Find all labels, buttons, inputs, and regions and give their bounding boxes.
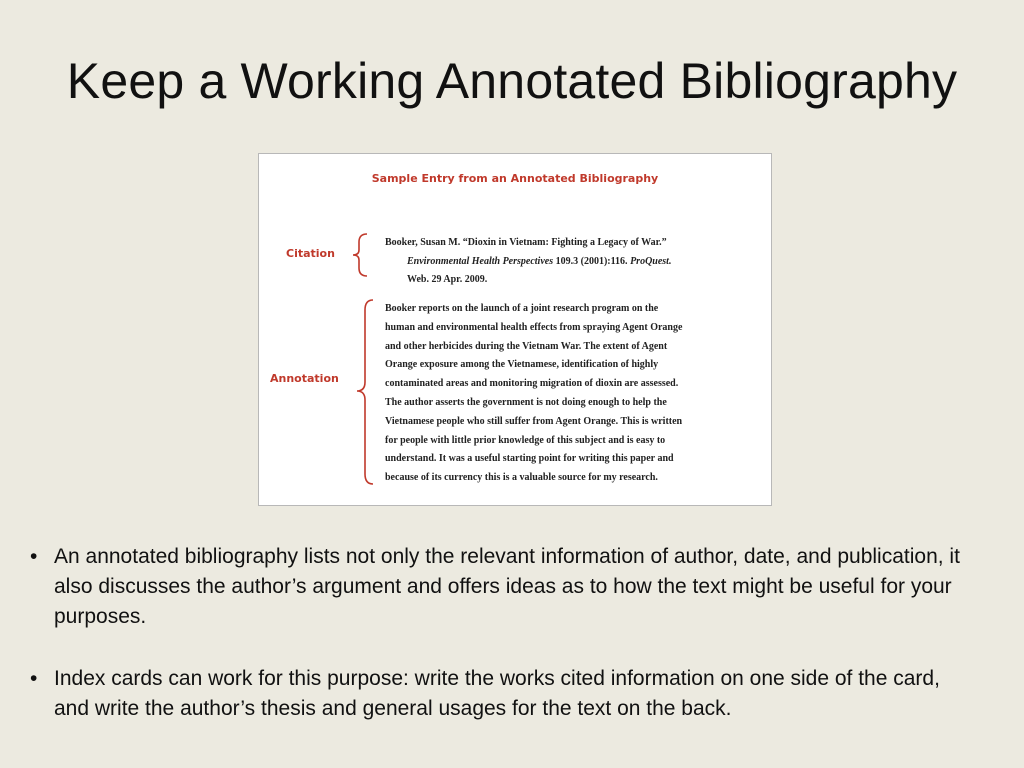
- annotation-line: human and environmental health effects from spraying Agent Orange: [385, 321, 683, 333]
- bullet-text: An annotated bibliography lists not only the relevant information of author, date, and publication, it also discusses the author’s argument and offers ideas as to how the text might be useful for your purposes.: [54, 545, 960, 628]
- annotation-line: Vietnamese people who still suffer from Agent Orange. This is written: [385, 415, 683, 427]
- citation-line: [385, 253, 757, 272]
- citation-text: [385, 234, 757, 290]
- bullet-list: [30, 542, 980, 756]
- citation-volume: 109.3 (2001):116.: [553, 255, 631, 267]
- bullet-marker: •: [30, 545, 38, 568]
- bullet-item: [30, 664, 980, 724]
- citation-brace: [351, 232, 371, 278]
- journal-title: Environmental Health Perspectives: [407, 255, 554, 267]
- annotation-line: The author asserts the government is not doing enough to help the: [385, 396, 667, 408]
- sample-entry-figure: [258, 153, 772, 506]
- annotation-line: Booker reports on the launch of a joint research program on the: [385, 303, 659, 314]
- annotation-label: Annotation: [270, 372, 339, 385]
- bullet-marker: •: [30, 667, 38, 690]
- annotation-line: and other herbicides during the Vietnam War. The extent of Agent: [385, 340, 668, 352]
- annotation-line: Orange exposure among the Vietnamese, identification of highly: [385, 359, 659, 371]
- citation-line: Web. 29 Apr. 2009.: [407, 274, 488, 285]
- annotation-line: understand. It was a useful starting point for writing this paper and: [385, 453, 674, 465]
- annotation-line: for people with little prior knowledge of this subject and is easy to: [385, 434, 666, 446]
- slide-title: Keep a Working Annotated Bibliography: [66, 53, 958, 109]
- annotation-text: [385, 300, 763, 488]
- citation-label: Citation: [286, 247, 335, 260]
- bullet-text: Index cards can work for this purpose: write the works cited information on one side of the card, and write the author’s thesis and general usages for the text on the back.: [54, 667, 940, 720]
- figure-caption: Sample Entry from an Annotated Bibliography: [371, 172, 659, 185]
- citation-line: Booker, Susan M. “Dioxin in Vietnam: Fighting a Legacy of War.”: [385, 237, 667, 248]
- database-name: ProQuest.: [630, 255, 672, 267]
- annotation-brace: [355, 298, 377, 488]
- bullet-item: [30, 542, 980, 632]
- annotation-line: contaminated areas and monitoring migration of dioxin are assessed.: [385, 378, 679, 390]
- annotation-line: because of its currency this is a valuable source for my research.: [385, 472, 658, 484]
